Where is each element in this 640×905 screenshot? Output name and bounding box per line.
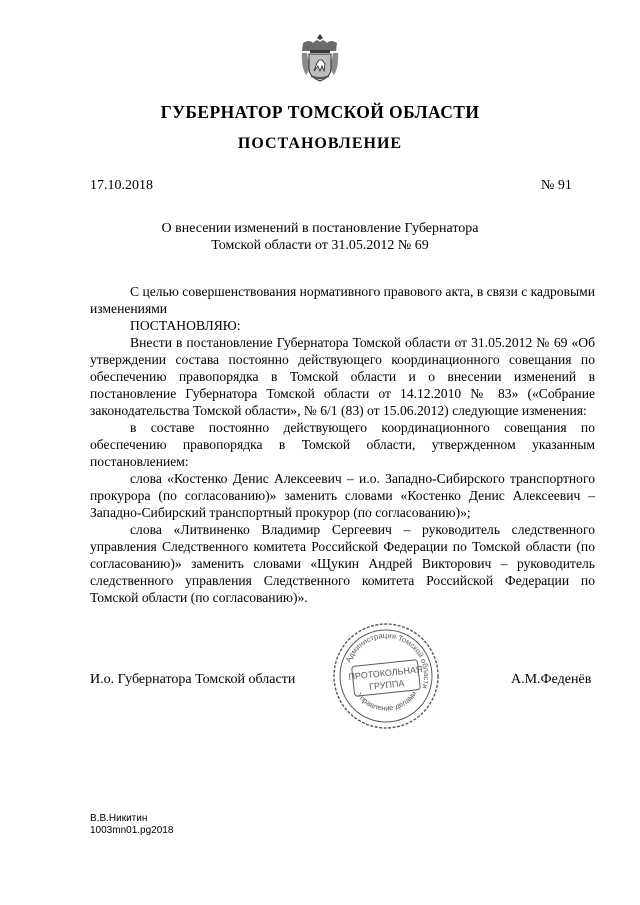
document-number: № 91: [541, 178, 572, 193]
stamp-center-line-1: ПРОТОКОЛЬНАЯ: [348, 664, 423, 682]
coat-of-arms-icon: [301, 33, 339, 83]
document-date: 17.10.2018: [90, 178, 153, 193]
signatory-position: И.о. Губернатора Томской области: [90, 672, 296, 687]
stamp-ring-top-text: Администрация Томской области: [343, 630, 432, 690]
body-paragraph-composition: в составе постоянно действующего координационного совещания по обеспечению правопорядка в Томской области, утвержденном указанным постановлением:: [90, 420, 595, 469]
body-paragraph-decree: ПОСТАНОВЛЯЮ:: [130, 318, 241, 333]
document-type: ПОСТАНОВЛЕНИЕ: [237, 135, 403, 152]
document-footer: [90, 813, 173, 837]
body-paragraph-amend: Внести в постановление Губернатора Томской области от 31.05.2012 № 69 «Об утверждении состава постоянно действующего координационного совещания по обеспечению правопорядка в Томской области и о внесении изменений в постановление Губернатора Томской области от 14.12.2010 № 83» («Собрание законодательства Томской области», № 6/1 (83) от 15.06.2012) следующие изменения:: [90, 335, 595, 418]
executor-name: В.В.Никитин: [90, 813, 148, 824]
body-paragraph-change-2: слова «Литвиненко Владимир Сергеевич – руководитель следственного управления Следственного комитета Российской Федерации по Томской области (по согласованию)» заменить словами «Щукин Андрей Викторович – руководитель следственного управления Следственного комитета Российской Федерации по Томской области (по согласованию)».: [90, 522, 595, 605]
document-subject: [0, 220, 640, 254]
body-paragraph-purpose: С целью совершенствования нормативного правового акта, в связи с кадровыми изменениями: [90, 284, 596, 316]
stamp-center-line-2: ГРУППА: [368, 678, 405, 692]
subject-line-1: О внесении изменений в постановление Губернатора: [161, 221, 479, 236]
file-code: 1003mn01.pg2018: [90, 825, 174, 836]
document-title: ГУБЕРНАТОР ТОМСКОЙ ОБЛАСТИ: [160, 102, 480, 122]
subject-line-2: Томской области от 31.05.2012 № 69: [211, 238, 429, 253]
stamp-ring-bottom-text: Управление делами: [354, 689, 419, 713]
body-paragraph-change-1: слова «Костенко Денис Алексеевич – и.о. Западно-Сибирского транспортного прокурора (по согласованию)» заменить словами «Костенко Денис Алексеевич – Западно-Сибирский транспортный прокурор (по согласованию)»;: [90, 471, 595, 520]
document-body: [90, 283, 595, 606]
signatory-name: А.М.Феденёв: [511, 672, 592, 687]
stamp-seal: [331, 621, 441, 731]
